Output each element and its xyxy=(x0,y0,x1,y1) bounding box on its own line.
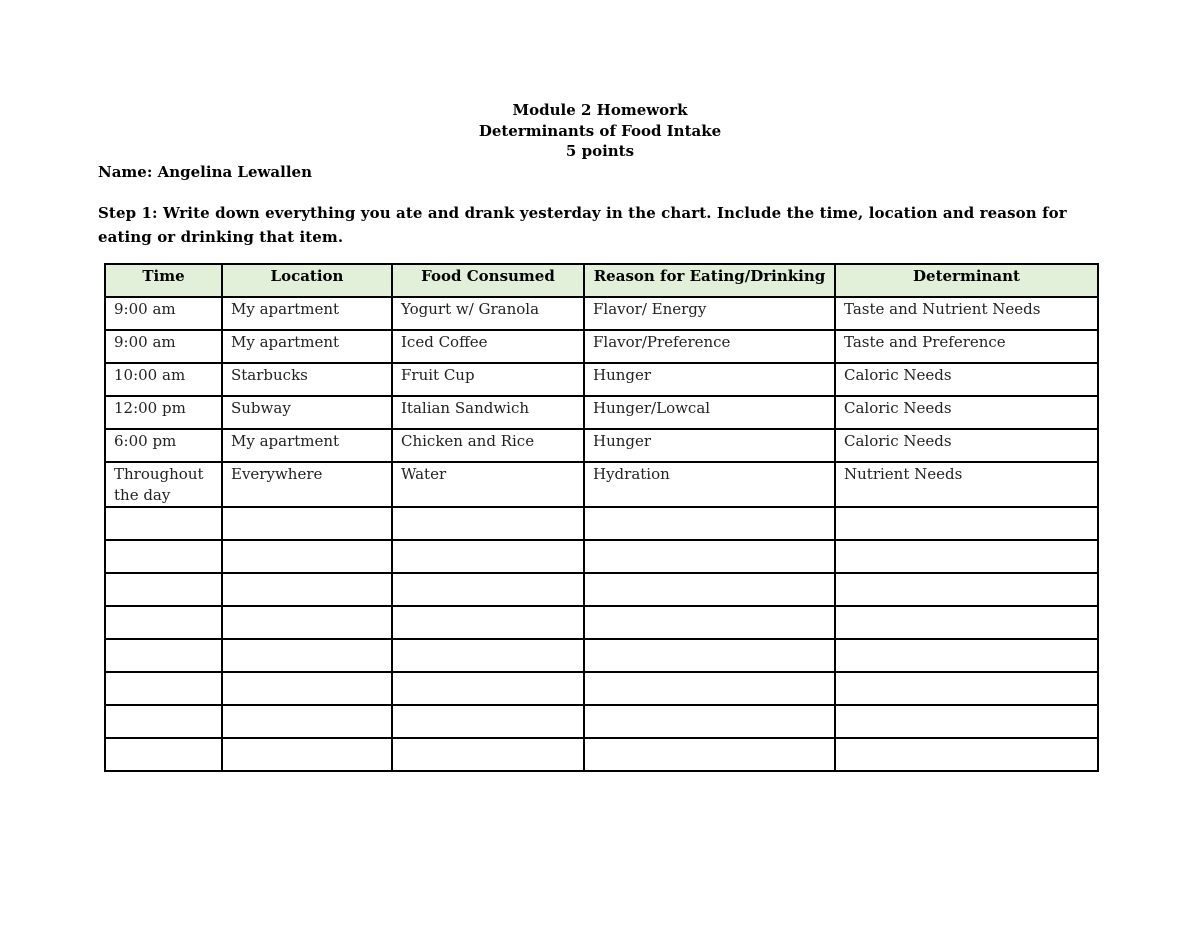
table-row xyxy=(105,462,1098,507)
cell-reason: Hydration xyxy=(584,462,835,507)
table-row-empty xyxy=(105,540,1098,573)
header-determinant: Determinant xyxy=(835,264,1098,297)
cell-food: Iced Coffee xyxy=(392,330,584,363)
cell-location: Everywhere xyxy=(222,462,392,507)
cell-reason: Hunger xyxy=(584,363,835,396)
title-line-2: Determinants of Food Intake xyxy=(478,121,722,140)
table-row-empty xyxy=(105,573,1098,606)
cell-time xyxy=(105,573,222,606)
table-row-empty xyxy=(105,672,1098,705)
cell-time xyxy=(105,507,222,540)
cell-reason xyxy=(584,639,835,672)
cell-location xyxy=(222,507,392,540)
table-row xyxy=(105,396,1098,429)
title-line-3: 5 points xyxy=(565,142,635,160)
cell-reason xyxy=(584,540,835,573)
cell-food xyxy=(392,738,584,771)
cell-food xyxy=(392,507,584,540)
table-row xyxy=(105,429,1098,462)
cell-reason: Flavor/Preference xyxy=(584,330,835,363)
cell-food: Italian Sandwich xyxy=(392,396,584,429)
cell-food: Water xyxy=(392,462,584,507)
table-row-empty xyxy=(105,639,1098,672)
cell-determinant: Caloric Needs xyxy=(835,429,1098,462)
cell-time: 6:00 pm xyxy=(105,429,222,462)
cell-determinant xyxy=(835,606,1098,639)
table-row-empty xyxy=(105,507,1098,540)
cell-time: 9:00 am xyxy=(105,330,222,363)
cell-food: Chicken and Rice xyxy=(392,429,584,462)
cell-reason: Flavor/ Energy xyxy=(584,297,835,330)
table-row-empty xyxy=(105,606,1098,639)
cell-determinant xyxy=(835,738,1098,771)
cell-time xyxy=(105,738,222,771)
cell-determinant xyxy=(835,540,1098,573)
header-location: Location xyxy=(222,264,392,297)
document-header xyxy=(0,100,1200,162)
cell-time: 10:00 am xyxy=(105,363,222,396)
cell-food xyxy=(392,606,584,639)
cell-location xyxy=(222,540,392,573)
cell-location xyxy=(222,639,392,672)
cell-determinant xyxy=(835,507,1098,540)
cell-time xyxy=(105,705,222,738)
cell-determinant xyxy=(835,705,1098,738)
cell-reason xyxy=(584,573,835,606)
cell-reason xyxy=(584,672,835,705)
cell-determinant: Caloric Needs xyxy=(835,396,1098,429)
cell-food xyxy=(392,639,584,672)
cell-location: My apartment xyxy=(222,330,392,363)
cell-location: Subway xyxy=(222,396,392,429)
cell-reason xyxy=(584,606,835,639)
cell-location xyxy=(222,573,392,606)
cell-food: Fruit Cup xyxy=(392,363,584,396)
cell-location: My apartment xyxy=(222,429,392,462)
cell-location: Starbucks xyxy=(222,363,392,396)
cell-time xyxy=(105,540,222,573)
cell-location xyxy=(222,606,392,639)
table-header-row xyxy=(105,264,1098,297)
cell-food: Yogurt w/ Granola xyxy=(392,297,584,330)
table-row xyxy=(105,330,1098,363)
cell-time: Throughout the day xyxy=(105,462,222,507)
cell-determinant xyxy=(835,639,1098,672)
cell-reason: Hunger/Lowcal xyxy=(584,396,835,429)
header-reason: Reason for Eating/Drinking xyxy=(584,264,835,297)
cell-time: 12:00 pm xyxy=(105,396,222,429)
food-intake-table xyxy=(104,263,1099,772)
cell-time xyxy=(105,606,222,639)
title-line-1: Module 2 Homework xyxy=(512,101,688,119)
cell-reason xyxy=(584,738,835,771)
student-name: Name: Angelina Lewallen xyxy=(98,163,312,181)
cell-location xyxy=(222,705,392,738)
cell-time xyxy=(105,639,222,672)
cell-location xyxy=(222,672,392,705)
table-row xyxy=(105,297,1098,330)
header-food-consumed: Food Consumed xyxy=(392,264,584,297)
cell-determinant xyxy=(835,573,1098,606)
cell-determinant xyxy=(835,672,1098,705)
cell-determinant: Caloric Needs xyxy=(835,363,1098,396)
cell-reason xyxy=(584,705,835,738)
cell-time xyxy=(105,672,222,705)
cell-reason: Hunger xyxy=(584,429,835,462)
table-row xyxy=(105,363,1098,396)
cell-location xyxy=(222,738,392,771)
step-1-instructions: Step 1: Write down everything you ate and drank yesterday in the chart. Include the time, location and reason for eating or drinking that item. xyxy=(98,204,1067,246)
cell-time: 9:00 am xyxy=(105,297,222,330)
cell-food xyxy=(392,540,584,573)
cell-determinant: Nutrient Needs xyxy=(835,462,1098,507)
cell-determinant: Taste and Preference xyxy=(835,330,1098,363)
table-row-empty xyxy=(105,738,1098,771)
table-row-empty xyxy=(105,705,1098,738)
cell-food xyxy=(392,672,584,705)
cell-food xyxy=(392,573,584,606)
cell-determinant: Taste and Nutrient Needs xyxy=(835,297,1098,330)
header-time: Time xyxy=(105,264,222,297)
cell-reason xyxy=(584,507,835,540)
cell-location: My apartment xyxy=(222,297,392,330)
cell-food xyxy=(392,705,584,738)
